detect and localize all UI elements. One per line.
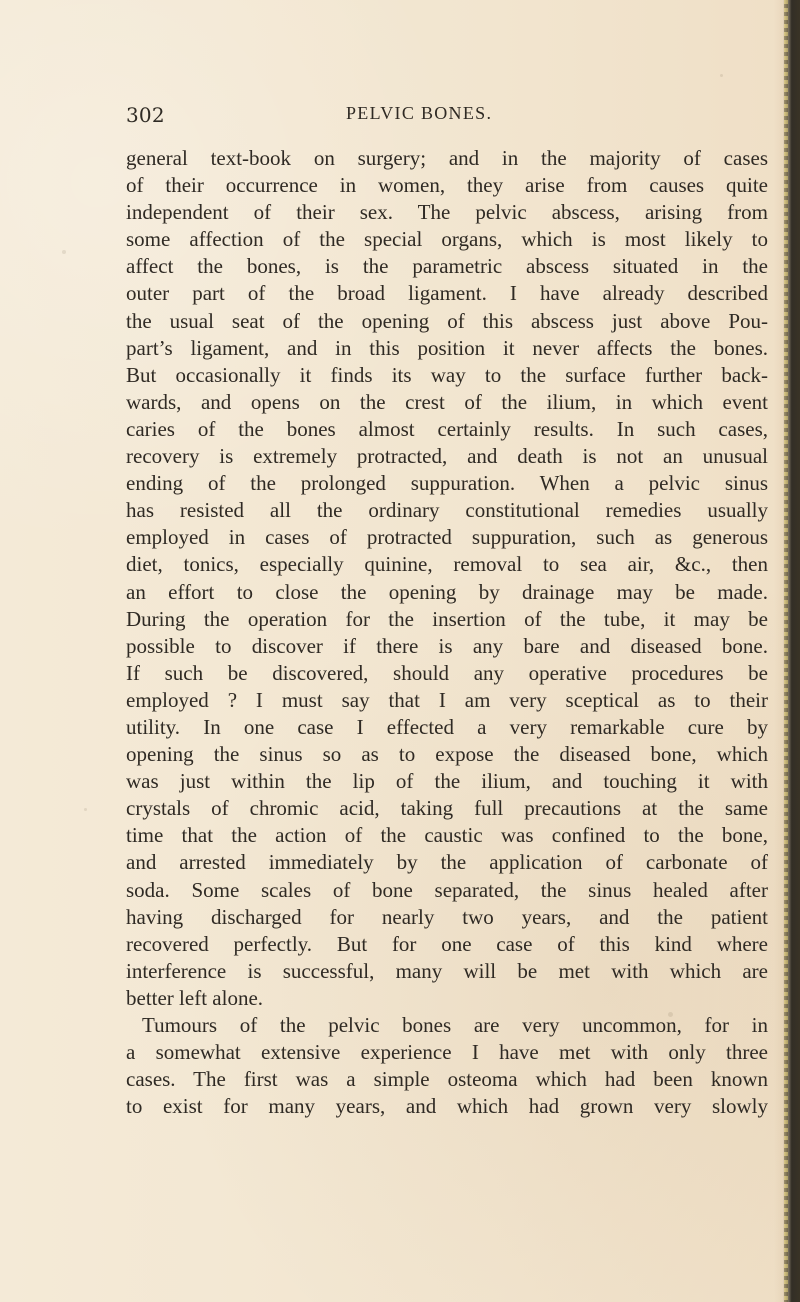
text-line-23: opening the sinus so as to expose the diseased bone, which [126, 742, 768, 767]
text-line-8: part’s ligament, and in this position it never affects the bones. [126, 335, 768, 360]
text-line-29: having discharged for nearly two years, and the patient [126, 904, 768, 929]
text-line-24: was just within the lip of the ilium, and touching it with [126, 769, 768, 794]
text-line-35: cases. The first was a simple osteoma which had been known [126, 1067, 768, 1092]
page-number: 302 [126, 103, 165, 127]
body-text [126, 145, 768, 1120]
running-head: PELVIC BONES. [346, 103, 493, 123]
text-line-2: of their occurrence in women, they arise from causes quite [126, 173, 768, 198]
paper-speck [84, 808, 87, 811]
text-line-15: employed in cases of protracted suppuration, such as generous [126, 525, 768, 550]
page-edge-shadow [774, 0, 800, 1302]
text-line-7: the usual seat of the opening of this abscess just above Pou- [126, 308, 768, 333]
text-line-12: recovery is extremely protracted, and death is not an unusual [126, 444, 768, 469]
text-line-6: outer part of the broad ligament. I have already described [126, 281, 768, 306]
page-header [126, 103, 770, 135]
text-line-36: to exist for many years, and which had grown very slowly [126, 1094, 768, 1119]
text-line-9: But occasionally it finds its way to the surface further back- [126, 362, 768, 387]
text-line-32: better left alone. [126, 985, 264, 1010]
text-line-26: time that the action of the caustic was confined to the bone, [126, 823, 768, 848]
text-line-5: affect the bones, is the parametric abscess situated in the [126, 254, 768, 279]
text-line-13: ending of the prolonged suppuration. When a pelvic sinus [126, 471, 768, 496]
text-line-16: diet, tonics, especially quinine, removal to sea air, &c., then [126, 552, 768, 577]
text-line-30: recovered perfectly. But for one case of this kind where [126, 931, 768, 956]
text-line-31: interference is successful, many will be met with which are [126, 958, 768, 983]
paper-speck [62, 250, 66, 254]
text-line-14: has resisted all the ordinary constitutional remedies usually [126, 498, 768, 523]
text-line-11: caries of the bones almost certainly results. In such cases, [126, 416, 768, 441]
text-line-25: crystals of chromic acid, taking full precautions at the same [126, 796, 768, 821]
paper-speck [720, 74, 723, 77]
text-line-33: Tumours of the pelvic bones are very uncommon, for in [142, 1013, 768, 1037]
text-line-18: During the operation for the insertion of the tube, it may be [126, 606, 768, 631]
text-line-34: a somewhat extensive experience I have met with only three [126, 1040, 768, 1065]
text-line-22: utility. In one case I effected a very remarkable cure by [126, 714, 768, 739]
text-line-17: an effort to close the opening by drainage may be made. [126, 579, 768, 604]
text-line-10: wards, and opens on the crest of the ilium, in which event [126, 389, 768, 414]
text-line-28: soda. Some scales of bone separated, the sinus healed after [126, 877, 768, 902]
text-line-21: employed ? I must say that I am very sceptical as to their [126, 687, 768, 712]
text-line-19: possible to discover if there is any bare and diseased bone. [126, 633, 768, 658]
text-line-20: If such be discovered, should any operative procedures be [126, 660, 768, 685]
paper-speck [668, 1012, 673, 1017]
text-line-27: and arrested immediately by the application of carbonate of [126, 850, 768, 875]
text-line-3: independent of their sex. The pelvic abscess, arising from [126, 200, 768, 225]
text-line-4: some affection of the special organs, which is most likely to [126, 227, 768, 252]
text-line-1: general text-book on surgery; and in the majority of cases [126, 146, 768, 170]
